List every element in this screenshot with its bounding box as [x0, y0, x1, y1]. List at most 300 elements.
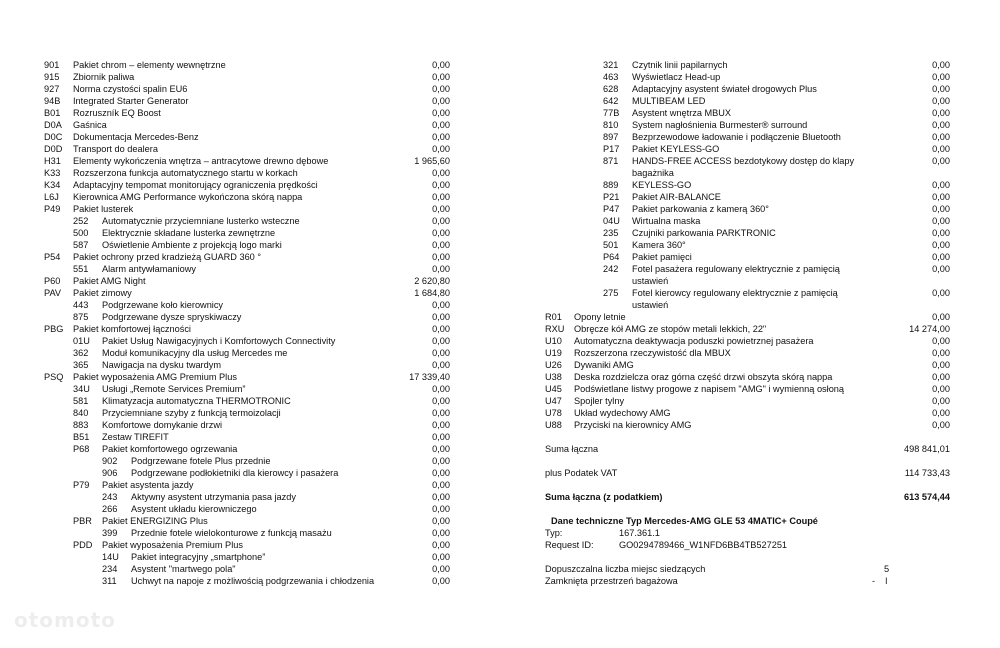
option-code: 252 [73, 216, 89, 226]
equipment-row [545, 263, 950, 287]
option-amount: 0,00 [932, 120, 950, 130]
option-description: KEYLESS-GO [632, 180, 692, 190]
option-description: Rozszerzona funkcja automatycznego startu w korkach [73, 168, 298, 178]
option-amount: 0,00 [932, 144, 950, 154]
option-amount: 0,00 [932, 132, 950, 142]
option-description: Pakiet pamięci [632, 252, 692, 262]
option-amount: 0,00 [932, 72, 950, 82]
option-description: Uchwyt na napoje z możliwością podgrzewania i chłodzenia [131, 576, 375, 586]
equipment-row [545, 335, 950, 347]
option-code: 77B [603, 108, 620, 118]
option-amount: 0,00 [432, 456, 450, 466]
option-description: Pakiet parkowania z kamerą 360° [632, 204, 769, 214]
equipment-row [44, 395, 450, 407]
equipment-row [44, 167, 450, 179]
seats-label: Dopuszczalna liczba miejsc siedzących [545, 564, 706, 574]
tech-heading: Dane techniczne Typ Mercedes-AMG GLE 53 4MATIC+ Coupé [551, 516, 818, 526]
equipment-row [44, 83, 450, 95]
option-code: 902 [102, 456, 118, 466]
option-description: Pakiet AIR-BALANCE [632, 192, 721, 202]
equipment-row [545, 215, 950, 227]
equipment-row [44, 479, 450, 491]
equipment-row [44, 491, 450, 503]
equipment-row [44, 359, 450, 371]
option-code: 242 [603, 264, 619, 274]
option-code: 14U [102, 552, 119, 562]
option-description: Przyciski na kierownicy AMG [574, 420, 692, 430]
equipment-row [44, 287, 450, 299]
option-description: Bezprzewodowe ładowanie i podłączenie Bluetooth [632, 132, 841, 142]
option-description: MULTIBEAM LED [632, 96, 706, 106]
option-description: Deska rozdzielcza oraz górna część drzwi obszyta skórą nappa [574, 372, 833, 382]
option-description: Pakiet wyposażenia AMG Premium Plus [73, 372, 237, 382]
option-description: Podgrzewane fotele Plus przednie [131, 456, 271, 466]
option-code: 321 [603, 60, 619, 70]
option-code: 01U [73, 336, 90, 346]
option-description: System nagłośnienia Burmester® surround [632, 120, 808, 130]
option-code: B51 [73, 432, 90, 442]
option-amount: 17 339,40 [409, 372, 450, 382]
option-code: 243 [102, 492, 118, 502]
option-code: L6J [44, 192, 59, 202]
option-amount: 0,00 [932, 96, 950, 106]
vat-row [545, 467, 950, 479]
option-code: 551 [73, 264, 89, 274]
option-amount: 1 965,60 [414, 156, 450, 166]
option-code: 463 [603, 72, 619, 82]
option-code: P49 [44, 204, 61, 214]
option-code: 501 [603, 240, 619, 250]
option-description: Zbiornik paliwa [73, 72, 135, 82]
option-amount: 0,00 [432, 300, 450, 310]
sum-row [545, 443, 950, 455]
equipment-row [44, 347, 450, 359]
option-description: Pakiet komfortowej łączności [73, 324, 191, 334]
equipment-row [44, 503, 450, 515]
equipment-row [545, 287, 950, 311]
trunk-value: - l [872, 576, 888, 586]
option-description: Moduł komunikacyjny dla usług Mercedes me [102, 348, 288, 358]
option-code: 628 [603, 84, 619, 94]
option-amount: 0,00 [432, 312, 450, 322]
option-amount: 0,00 [432, 540, 450, 550]
option-code: 266 [102, 504, 118, 514]
option-amount: 0,00 [932, 420, 950, 430]
equipment-row [545, 251, 950, 263]
equipment-row [44, 563, 450, 575]
option-description: Elementy wykończenia wnętrza – antracytowe drewno dębowe [73, 156, 329, 166]
option-code: PDD [73, 540, 93, 550]
option-code: U26 [545, 360, 562, 370]
option-amount: 0,00 [432, 216, 450, 226]
option-code: 840 [73, 408, 89, 418]
option-amount: 0,00 [932, 204, 950, 214]
right-equipment-column [545, 59, 950, 587]
option-description: Klimatyzacja automatyczna THERMOTRONIC [102, 396, 291, 406]
left-equipment-list [44, 59, 450, 587]
equipment-row [545, 59, 950, 71]
equipment-row [44, 71, 450, 83]
option-amount: 0,00 [432, 96, 450, 106]
option-amount: 0,00 [432, 72, 450, 82]
option-amount: 0,00 [932, 264, 950, 274]
option-code: PSQ [44, 372, 64, 382]
option-code: U45 [545, 384, 562, 394]
option-amount: 0,00 [432, 360, 450, 370]
option-description: Podgrzewane dysze spryskiwaczy [102, 312, 242, 322]
equipment-row [545, 107, 950, 119]
option-code: RXU [545, 324, 565, 334]
option-code: U88 [545, 420, 562, 430]
option-amount: 0,00 [932, 180, 950, 190]
option-amount: 0,00 [432, 132, 450, 142]
option-code: 362 [73, 348, 89, 358]
seats-row [545, 563, 950, 575]
option-description: Pakiet asystenta jazdy [102, 480, 194, 490]
option-amount: 0,00 [432, 444, 450, 454]
option-code: P79 [73, 480, 90, 490]
option-description: Asystent "martwego pola" [131, 564, 236, 574]
option-description: Pakiet AMG Night [73, 276, 146, 286]
equipment-row [545, 143, 950, 155]
equipment-row [44, 143, 450, 155]
option-amount: 0,00 [432, 384, 450, 394]
option-description: Asystent układu kierowniczego [131, 504, 257, 514]
option-code: U10 [545, 336, 562, 346]
option-code: 500 [73, 228, 89, 238]
option-amount: 0,00 [432, 528, 450, 538]
option-description: Asystent wnętrza MBUX [632, 108, 732, 118]
equipment-row [44, 215, 450, 227]
equipment-row [545, 71, 950, 83]
option-amount: 2 620,80 [414, 276, 450, 286]
vat-label: plus Podatek VAT [545, 468, 618, 478]
equipment-row [44, 407, 450, 419]
request-value: GO0294789466_W1NFD6BB4TB527251 [619, 540, 788, 550]
sum-value: 498 841,01 [904, 444, 950, 454]
tech-heading-row [545, 515, 950, 527]
option-description: Czujniki parkowania PARKTRONIC [632, 228, 776, 238]
option-amount: 0,00 [432, 420, 450, 430]
option-code: 234 [102, 564, 118, 574]
equipment-row [44, 131, 450, 143]
equipment-row [44, 95, 450, 107]
option-amount: 0,00 [932, 396, 950, 406]
option-code: 897 [603, 132, 619, 142]
option-code: PBR [73, 516, 92, 526]
option-description: Pakiet Usług Nawigacyjnych i Komfortowych Connectivity [102, 336, 336, 346]
option-description: Elektrycznie składane lusterka zewnętrzne [102, 228, 276, 238]
option-amount: 0,00 [932, 348, 950, 358]
gross-value: 613 574,44 [904, 492, 950, 502]
option-code: 906 [102, 468, 118, 478]
equipment-row [44, 191, 450, 203]
equipment-row [44, 155, 450, 167]
equipment-row [44, 275, 450, 287]
option-amount: 0,00 [932, 108, 950, 118]
option-code: U78 [545, 408, 562, 418]
trunk-label: Zamknięta przestrzeń bagażowa [545, 576, 678, 586]
option-amount: 0,00 [432, 120, 450, 130]
gross-row [545, 491, 950, 503]
option-amount: 0,00 [932, 312, 950, 322]
option-amount: 0,00 [932, 240, 950, 250]
option-amount: 0,00 [932, 156, 950, 166]
option-amount: 0,00 [432, 324, 450, 334]
option-amount: 0,00 [932, 336, 950, 346]
option-amount: 0,00 [932, 60, 950, 70]
equipment-row [545, 383, 950, 395]
option-amount: 0,00 [932, 384, 950, 394]
option-description: Dywaniki AMG [574, 360, 634, 370]
equipment-row [44, 431, 450, 443]
option-description: Nawigacja na dysku twardym [102, 360, 221, 370]
sum-label: Suma łączna [545, 444, 599, 454]
option-code: P47 [603, 204, 620, 214]
option-description: Usługi „Remote Services Premium” [102, 384, 246, 394]
equipment-row [44, 59, 450, 71]
equipment-row [44, 263, 450, 275]
option-amount: 0,00 [432, 240, 450, 250]
option-code: D0D [44, 144, 63, 154]
option-code: U38 [545, 372, 562, 382]
option-description: Spojler tylny [574, 396, 625, 406]
option-amount: 0,00 [432, 504, 450, 514]
equipment-row [545, 131, 950, 143]
equipment-row [44, 227, 450, 239]
option-description: Obręcze kół AMG ze stopów metali lekkich, 22" [574, 324, 767, 334]
equipment-row [44, 527, 450, 539]
watermark-logo: otomoto [14, 608, 116, 632]
equipment-row [44, 179, 450, 191]
typ-row [545, 527, 950, 539]
option-amount: 0,00 [432, 408, 450, 418]
option-code: P64 [603, 252, 620, 262]
equipment-row [545, 191, 950, 203]
option-description: Transport do dealera [73, 144, 158, 154]
option-description: Zestaw TIREFIT [102, 432, 169, 442]
option-description: Dokumentacja Mercedes-Benz [73, 132, 199, 142]
option-description: Pakiet chrom – elementy wewnętrzne [73, 60, 226, 70]
equipment-row [545, 179, 950, 191]
option-code: K34 [44, 180, 61, 190]
option-code: P68 [73, 444, 90, 454]
option-code: 927 [44, 84, 60, 94]
equipment-row [44, 203, 450, 215]
equipment-row [545, 227, 950, 239]
option-amount: 0,00 [432, 228, 450, 238]
option-amount: 0,00 [932, 192, 950, 202]
option-amount: 0,00 [932, 360, 950, 370]
option-amount: 0,00 [932, 228, 950, 238]
equipment-row [545, 95, 950, 107]
option-amount: 0,00 [932, 372, 950, 382]
option-description: Układ wydechowy AMG [574, 408, 671, 418]
equipment-row [44, 323, 450, 335]
equipment-row [545, 323, 950, 335]
option-description: Adaptacyjny asystent świateł drogowych Plus [632, 84, 817, 94]
option-code: 587 [73, 240, 89, 250]
equipment-row [44, 335, 450, 347]
equipment-row [44, 455, 450, 467]
option-description: Aktywny asystent utrzymania pasa jazdy [131, 492, 296, 502]
option-description: Fotel pasażera regulowany elektrycznie z pamięcią ustawień [632, 264, 840, 286]
equipment-row [44, 311, 450, 323]
option-amount: 0,00 [432, 144, 450, 154]
option-description: Podgrzewane koło kierownicy [102, 300, 224, 310]
right-equipment-list [545, 59, 950, 431]
equipment-row [545, 311, 950, 323]
option-code: P54 [44, 252, 61, 262]
option-description: Czytnik linii papilarnych [632, 60, 728, 70]
option-amount: 14 274,00 [909, 324, 950, 334]
option-code: 399 [102, 528, 118, 538]
option-description: Adaptacyjny tempomat monitorujący ograniczenia prędkości [73, 180, 318, 190]
equipment-row [545, 395, 950, 407]
option-code: PBG [44, 324, 64, 334]
option-description: Wyświetlacz Head-up [632, 72, 721, 82]
option-amount: 0,00 [432, 336, 450, 346]
option-amount: 0,00 [432, 348, 450, 358]
option-code: 642 [603, 96, 619, 106]
option-amount: 0,00 [432, 84, 450, 94]
option-code: B01 [44, 108, 61, 118]
option-code: P17 [603, 144, 620, 154]
option-amount: 0,00 [932, 84, 950, 94]
option-code: 901 [44, 60, 60, 70]
option-description: Pakiet ochrony przed kradzieżą GUARD 360 ° [73, 252, 262, 262]
option-description: Pakiet wyposażenia Premium Plus [102, 540, 243, 550]
equipment-row [545, 119, 950, 131]
option-amount: 0,00 [432, 516, 450, 526]
option-code: R01 [545, 312, 562, 322]
option-amount: 0,00 [432, 396, 450, 406]
option-amount: 0,00 [432, 576, 450, 586]
option-code: U47 [545, 396, 562, 406]
seats-value: 5 [884, 564, 890, 574]
option-description: Rozruszník EQ Boost [73, 108, 161, 118]
option-amount: 0,00 [432, 492, 450, 502]
equipment-row [545, 359, 950, 371]
option-description: Podgrzewane podłokietniki dla kierowcy i pasażera [131, 468, 339, 478]
option-amount: 0,00 [432, 192, 450, 202]
option-description: Kierownica AMG Performance wykończona skórą nappa [73, 192, 303, 202]
option-code: 443 [73, 300, 89, 310]
option-amount: 0,00 [932, 216, 950, 226]
equipment-row [44, 107, 450, 119]
option-description: Automatycznie przyciemniane lusterko wsteczne [102, 216, 300, 226]
option-description: Norma czystości spalin EU6 [73, 84, 188, 94]
equipment-row [545, 407, 950, 419]
option-amount: 0,00 [432, 480, 450, 490]
equipment-row [545, 347, 950, 359]
option-description: Rozszerzona rzeczywistość dla MBUX [574, 348, 731, 358]
equipment-row [44, 119, 450, 131]
option-description: Przednie fotele wielokonturowe z funkcją masażu [131, 528, 332, 538]
option-code: 235 [603, 228, 619, 238]
equipment-row [44, 251, 450, 263]
option-amount: 0,00 [432, 204, 450, 214]
option-amount: 0,00 [432, 180, 450, 190]
request-label: Request ID: [545, 540, 594, 550]
equipment-row [545, 419, 950, 431]
option-description: Oświetlenie Ambiente z projekcją logo marki [102, 240, 282, 250]
option-description: Gaśnica [73, 120, 107, 130]
equipment-row [44, 371, 450, 383]
option-code: 275 [603, 288, 619, 298]
option-code: PAV [44, 288, 62, 298]
equipment-row [44, 551, 450, 563]
option-code: 94B [44, 96, 61, 106]
option-description: Alarm antywłamaniowy [102, 264, 196, 274]
option-code: 810 [603, 120, 619, 130]
option-code: K33 [44, 168, 61, 178]
option-description: Pakiet ENERGIZING Plus [102, 516, 208, 526]
option-description: Integrated Starter Generator [73, 96, 189, 106]
equipment-row [44, 443, 450, 455]
equipment-row [545, 83, 950, 95]
equipment-row [44, 467, 450, 479]
option-description: Pakiet integracyjny „smartphone” [131, 552, 266, 562]
option-amount: 0,00 [932, 252, 950, 262]
option-description: Wirtualna maska [632, 216, 701, 226]
option-amount: 0,00 [932, 408, 950, 418]
option-description: HANDS-FREE ACCESS bezdotykowy dostęp do klapy bagażnika [632, 156, 855, 178]
option-code: 365 [73, 360, 89, 370]
equipment-row [545, 155, 950, 179]
option-amount: 0,00 [432, 252, 450, 262]
option-description: Przyciemniane szyby z funkcją termoizolacji [102, 408, 281, 418]
option-code: 915 [44, 72, 60, 82]
equipment-row [44, 383, 450, 395]
option-code: 889 [603, 180, 619, 190]
option-description: Pakiet lusterek [73, 204, 134, 214]
option-code: U19 [545, 348, 562, 358]
option-code: 875 [73, 312, 89, 322]
option-amount: 0,00 [432, 168, 450, 178]
equipment-row [44, 515, 450, 527]
option-code: P21 [603, 192, 620, 202]
option-description: Pakiet komfortowego ogrzewania [102, 444, 238, 454]
option-code: 311 [102, 576, 117, 586]
option-amount: 0,00 [432, 468, 450, 478]
trunk-row [545, 575, 950, 587]
typ-value: 167.361.1 [619, 528, 660, 538]
option-code: 34U [73, 384, 90, 394]
request-row [545, 539, 950, 551]
equipment-row [44, 575, 450, 587]
option-code: 04U [603, 216, 620, 226]
option-amount: 0,00 [432, 432, 450, 442]
option-amount: 0,00 [432, 552, 450, 562]
option-description: Podświetlane listwy progowe z napisem "AMG" i wymienną osłoną [574, 384, 845, 394]
equipment-row [545, 239, 950, 251]
option-code: D0C [44, 132, 63, 142]
typ-label: Typ: [545, 528, 563, 538]
equipment-row [545, 203, 950, 215]
option-amount: 0,00 [432, 60, 450, 70]
option-description: Pakiet zimowy [73, 288, 132, 298]
option-description: Fotel kierowcy regulowany elektrycznie z pamięcią ustawień [632, 288, 838, 310]
option-code: 883 [73, 420, 89, 430]
vat-value: 114 733,43 [904, 468, 950, 478]
option-description: Opony letnie [574, 312, 626, 322]
option-amount: 1 684,80 [414, 288, 450, 298]
equipment-row [44, 239, 450, 251]
equipment-row [545, 371, 950, 383]
option-amount: 0,00 [432, 564, 450, 574]
option-amount: 0,00 [432, 264, 450, 274]
